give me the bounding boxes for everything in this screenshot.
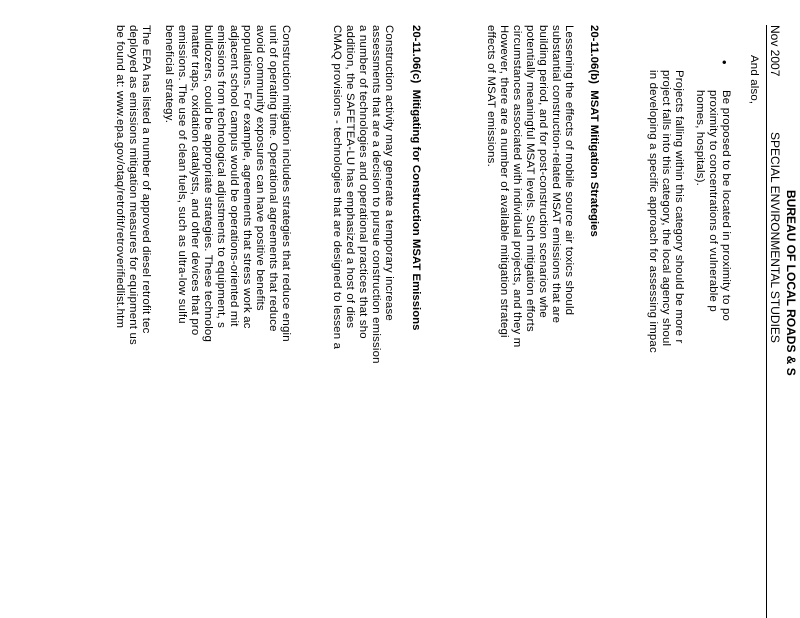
section-b-heading: 20-11.06(b) MSAT Mitigation Strategies bbox=[588, 25, 600, 237]
section-c-paragraph-1: Construction activity may generate a temporary increase assessments that are a decision to pursue construction emission a number of technologies and operational practices that sho addition, the SAFETEA-LU has emphasized a host of dies CMAQ provisions - technologies that are designed to lessen a bbox=[331, 25, 395, 364]
section-b-paragraph: Lessening the effects of mobile source air toxics should substantial construction-related MSAT emissions that are building period, and for post-construction scenarios whe potentially meaningful MSAT levels. Such mitigation efforts circumstances associated with individual projects, and they m However, there are a number of available mitigation strategi effects of MSAT emissions. bbox=[485, 25, 575, 348]
page-header-subtitle: SPECIAL ENVIRONMENTAL STUDIES bbox=[768, 132, 782, 343]
section-c-paragraph-2: Construction mitigation includes strategies that reduce engin unit of operating time. Operational agreements that reduce avoid community exposures can have positive benefits populations. For example, agreements that stress work ac adjacent school campus would be operations-oriented mit emissions from technological adjustments to equipment, s bulldozers, could be appropriate strategies. These technolog matter traps, oxidation catalysts, and other devices that pro emissions. The use of clean fuels, such as ultra-low sulfu beneficial strategy. bbox=[163, 25, 292, 342]
page-header-date: Nov 2007 bbox=[768, 25, 782, 77]
header-rule bbox=[766, 25, 767, 618]
bullet-dot-icon: • bbox=[717, 60, 732, 65]
and-also-text: And also, bbox=[748, 55, 760, 105]
section-c-paragraph-3: The EPA has listed a number of approved diesel retrofit tec deployed as emissions mitigation measures for equipment us be found at: www.epa.gov/otaq/retrofit/retroverifiedlist.htm bbox=[114, 25, 152, 345]
bullet-text: Be proposed to be located in proximity to po proximity to concentrations of vulnerable p homes, hospitals). bbox=[694, 90, 732, 322]
intro-paragraph: Projects falling within this category should be more r project falls into this category, the local agency shoul in developing a specific approach for assessing impac bbox=[647, 70, 685, 353]
page-header-title: BUREAU OF LOCAL ROADS & S bbox=[784, 190, 798, 376]
section-c-heading: 20-11.06(c) Mitigating for Construction MSAT Emissions bbox=[410, 25, 422, 331]
